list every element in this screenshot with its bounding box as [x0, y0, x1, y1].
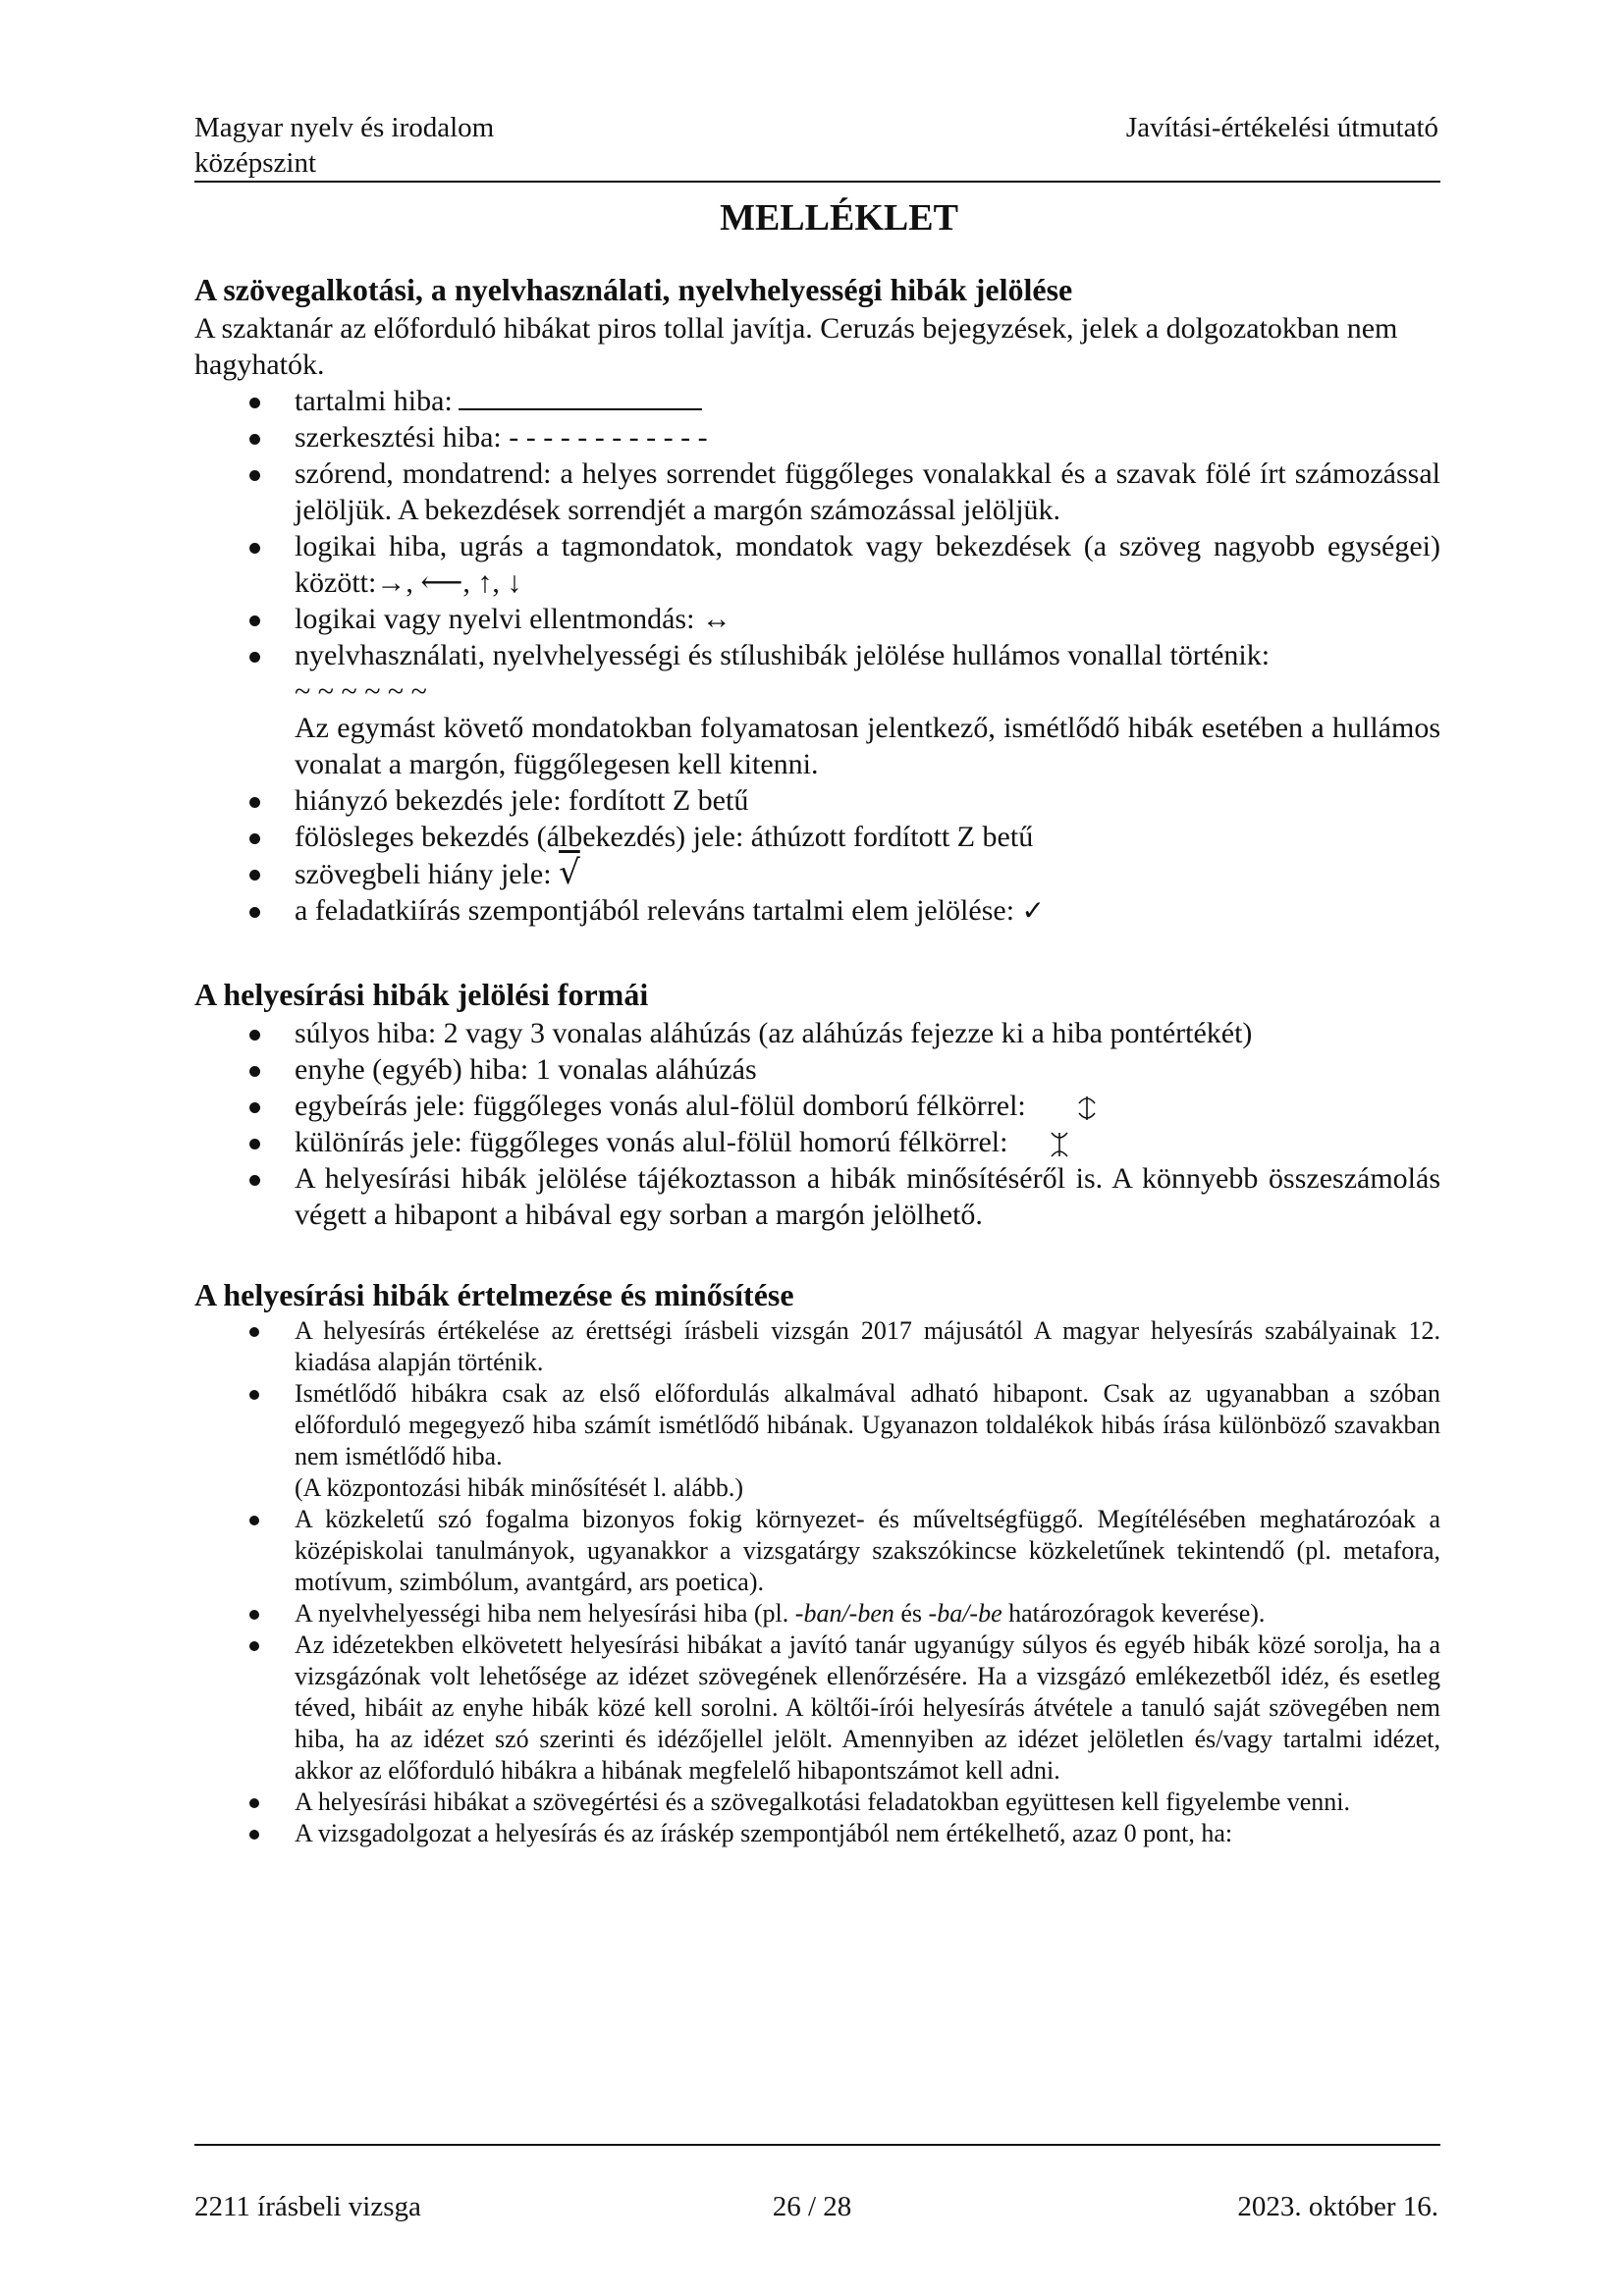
- bullet-icon: [249, 907, 260, 918]
- bullet-icon: [249, 1798, 259, 1808]
- list-item-text: szórend, mondatrend: a helyes sorrendet függőleges vonalakkal és a szavak fölé írt számozással jelöljük. A bekezdések sorrendjét a margón számozással jelöljük.: [295, 457, 1440, 526]
- list-item-text: Ismétlődő hibákra csak az első előfordulás alkalmával adható hibapont. Csak az ugyanabban a szóban előforduló megegyező hiba számít ismétlődő hibának. Ugyanazon toldalékok hibás írása különböző szavakban nem ismétlődő hiba.: [295, 1379, 1440, 1470]
- list-item: [194, 528, 1440, 601]
- list-item-text: egybeírás jele: függőleges vonás alul-fölül domború félkörrel:: [295, 1090, 1026, 1122]
- section1-intro: A szaktanár az előforduló hibákat piros tollal javítja. Ceruzás bejegyzések, jelek a dolgozatokban nem hagyhatók.: [194, 312, 1398, 381]
- bullet-icon: [249, 543, 260, 554]
- list-item-text: nyelvhasználati, nyelvhelyességi és stílushibák jelölése hullámos vonallal történik:: [295, 639, 1271, 671]
- list-item: [194, 1160, 1440, 1233]
- separate-mark-icon: [1045, 1130, 1074, 1159]
- list-item: [194, 1124, 1440, 1160]
- list-item: [194, 1504, 1440, 1598]
- list-item-text: A helyesírási hibákat a szövegértési és a szövegalkotási feladatokban együttesen kell figyelembe venni.: [295, 1788, 1351, 1816]
- section2-title: A helyesírási hibák jelölési formái: [194, 977, 649, 1012]
- list-item-text: súlyos hiba: 2 vagy 3 vonalas aláhúzás (az aláhúzás fejezze ki a hiba pontértékét): [295, 1017, 1253, 1049]
- list-item-text-after: határozóragok keverése).: [1001, 1599, 1266, 1628]
- main-content: [194, 269, 1440, 1849]
- bullet-icon: [249, 615, 260, 626]
- list-item-text: a feladatkiírás szempontjából releváns tartalmi elem jelölése:: [295, 894, 1015, 927]
- list-item-text: tartalmi hiba:: [295, 385, 453, 417]
- list-item-text: szerkesztési hiba: - - - - - - - - - - - -: [295, 421, 708, 454]
- list-item: [194, 782, 1440, 819]
- list-item-text: A helyesírási hibák jelölése tájékoztasson a hibák minősítéséről is. A könnyebb összeszámolás végett a hibapont a hibával egy sorban a margón jelölhető.: [295, 1162, 1440, 1231]
- list-item: [194, 1598, 1440, 1629]
- list-item-note: (A központozási hibák minősítését l. alább.): [295, 1473, 744, 1502]
- section2-list: [194, 1015, 1440, 1233]
- section3-title: A helyesírási hibák értelmezése és minősítése: [194, 1277, 794, 1312]
- list-item-text: A vizsgadolgozat a helyesírás és az íráskép szempontjából nem értékelhető, azaz 0 pont, ha:: [295, 1819, 1233, 1847]
- list-item: [194, 1378, 1440, 1504]
- bullet-icon: [249, 1327, 259, 1337]
- list-item: [194, 1315, 1440, 1378]
- list-item: [194, 383, 1440, 419]
- list-item-text-before: A nyelvhelyességi hiba nem helyesírási hiba (pl.: [295, 1599, 795, 1628]
- solid-underline-sample: [459, 385, 702, 410]
- section3-list: [194, 1315, 1440, 1849]
- bullet-icon: [249, 652, 260, 663]
- list-item: [194, 1088, 1440, 1124]
- page-number: 26 / 28: [772, 2191, 852, 2222]
- bullet-icon: [249, 1390, 259, 1400]
- header-level: középszint: [194, 147, 317, 179]
- list-item-text-middle: és: [893, 1599, 929, 1628]
- list-item: [194, 892, 1440, 929]
- list-item: [194, 855, 1440, 892]
- list-item: [194, 637, 1440, 782]
- join-mark-icon: [1072, 1094, 1102, 1123]
- list-item: [194, 455, 1440, 528]
- bullet-icon: [249, 833, 260, 844]
- list-item-text: enyhe (egyéb) hiba: 1 vonalas aláhúzás: [295, 1053, 757, 1086]
- list-item-text: logikai vagy nyelvi ellentmondás: ↔: [295, 603, 731, 635]
- bullet-icon: [249, 1066, 260, 1077]
- bullet-icon: [249, 1030, 260, 1041]
- bullet-icon: [249, 797, 260, 808]
- footer-date: 2023. október 16.: [1237, 2191, 1438, 2222]
- list-item-text: logikai hiba, ugrás a tagmondatok, mondatok vagy bekezdések (a szöveg nagyobb egységei) között:→, ⟵, ↑, ↓: [295, 530, 1440, 599]
- list-item: [194, 1051, 1440, 1088]
- section1-list: [194, 383, 1440, 929]
- footer-divider: [194, 2144, 1440, 2146]
- list-item: [194, 419, 1440, 455]
- list-item: [194, 1015, 1440, 1051]
- section1-title: A szövegalkotási, a nyelvhasználati, nyelvhelyességi hibák jelölése: [194, 272, 1073, 307]
- page-title: MELLÉKLET: [720, 197, 958, 239]
- bullet-icon: [249, 398, 260, 408]
- bullet-icon: [249, 1139, 260, 1149]
- list-item: [194, 601, 1440, 637]
- radical-icon: √: [559, 853, 580, 892]
- check-icon: ✓: [1021, 894, 1046, 927]
- list-item-text: Az idézetekben elkövetett helyesírási hibákat a javító tanár ugyanúgy súlyos és egyéb hibák közé sorolja, ha a vizsgázónak volt lehetősége az idézet szövegének ellenőrzésére. Ha a vizsgázó emlékezetből idéz, és esetleg téved, hibáit az enyhe hibák közé kell sorolni. A költői-írói helyesírás átvétele a tanuló saját szövegében nem hiba, ha az idézet szó szerinti és idézőjellel jelölt. Amennyiben az idézet jelöletlen és/vagy tartalmi idézet, akkor az előforduló hibákra a hibának megfelelő hibapontszámot kell adni.: [295, 1630, 1440, 1785]
- list-item-text: hiányzó bekezdés jele: fordított Z betű: [295, 784, 749, 817]
- list-item: [194, 1818, 1440, 1849]
- bullet-icon: [249, 1175, 260, 1186]
- list-item: [194, 1629, 1440, 1787]
- suffix-example-2: -ba/-be: [928, 1599, 1002, 1628]
- list-item-text: különírás jele: függőleges vonás alul-fölül homorú félkörrel:: [295, 1126, 1008, 1158]
- bullet-icon: [249, 470, 260, 481]
- list-item: [194, 1787, 1440, 1818]
- wavy-line-sample: ~ ~ ~ ~ ~ ~: [295, 675, 427, 708]
- bullet-icon: [249, 1610, 259, 1620]
- header-subject: Magyar nyelv és irodalom: [194, 112, 495, 143]
- bullet-icon: [249, 1102, 260, 1113]
- header-divider: [194, 181, 1440, 183]
- bullet-icon: [249, 1516, 259, 1525]
- bullet-icon: [249, 434, 260, 445]
- header-left: [194, 110, 494, 181]
- suffix-example-1: -ban/-ben: [794, 1599, 894, 1628]
- bullet-icon: [249, 1641, 259, 1651]
- wavy-note: Az egymást követő mondatokban folyamatosan jelentkező, ismétlődő hibák esetében a hullámos vonalat a margón, függőlegesen kell kitenni.: [295, 712, 1440, 780]
- list-item-text: A közkeletű szó fogalma bizonyos fokig környezet- és műveltségfüggő. Megítélésében meghatározóak a középiskolai tanulmányok, ugyanakkor a vizsgatárgy szakszókincse közkeletűnek tekintendő (pl. metafora, motívum, szimbólum, avantgárd, ars poetica).: [295, 1505, 1440, 1596]
- list-item-text: A helyesírás értékelése az érettségi írásbeli vizsgán 2017 májusától A magyar helyesírás szabályainak 12. kiadása alapján történik.: [295, 1316, 1440, 1376]
- list-item-text: fölösleges bekezdés (álbekezdés) jele: áthúzott fordított Z betű: [295, 821, 1034, 853]
- header-doc-type: Javítási-értékelési útmutató: [1125, 112, 1438, 143]
- list-item-text: szövegbeli hiány jele:: [295, 858, 552, 890]
- bullet-icon: [249, 1830, 259, 1840]
- bullet-icon: [249, 870, 260, 881]
- list-item: [194, 819, 1440, 855]
- footer-exam: 2211 írásbeli vizsga: [194, 2191, 421, 2222]
